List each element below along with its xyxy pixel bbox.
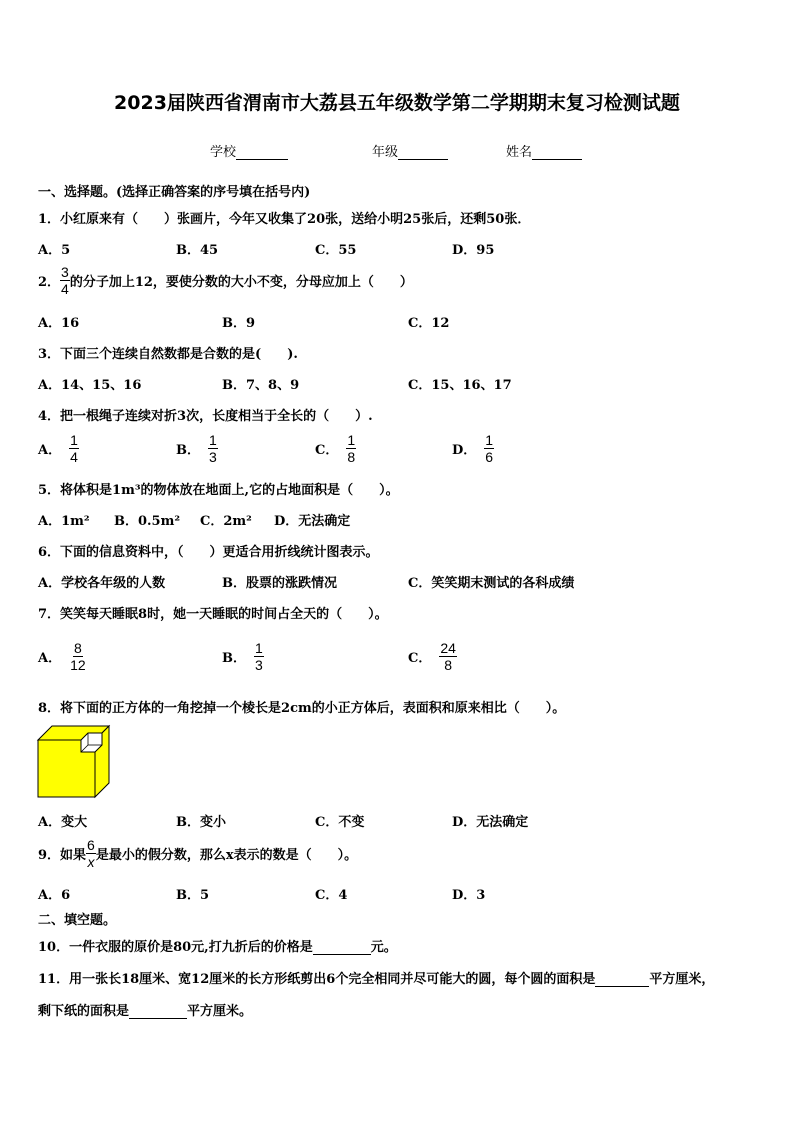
q4-option-d-fraction [484, 432, 494, 465]
q7-option-c-numerator: 24 [440, 640, 456, 656]
q6-option-a[interactable]: A．学校各年级的人数 [38, 576, 166, 591]
q4-option-c-numerator: 1 [347, 432, 356, 448]
q4-option-b[interactable] [176, 432, 218, 465]
name-label: 姓名 [506, 145, 533, 160]
q4-option-b-fraction [208, 432, 218, 465]
q4-option-d-numerator: 1 [485, 432, 494, 448]
q4-option-d-label: D． [452, 443, 477, 458]
q7-option-c-label: C． [408, 651, 432, 666]
q8-option-d[interactable]: D．无法确定 [452, 815, 529, 830]
q1-option-d[interactable]: D．95 [452, 243, 495, 258]
q5-option-b[interactable]: B．0.5m² [114, 514, 181, 529]
q9-prefix: 9．如果 [38, 848, 87, 863]
grade-label: 年级 [372, 145, 399, 160]
question-9 [38, 837, 357, 870]
q7-option-b-denominator: 3 [255, 657, 263, 673]
school-label: 学校 [210, 145, 237, 160]
question-8: 8．将下面的正方体的一角挖掉一个棱长是2cm的小正方体后，表面积和原来相比（ ）。 [38, 701, 566, 716]
q4-option-d[interactable] [452, 432, 494, 465]
q9-fraction [86, 837, 96, 870]
question-11 [38, 968, 714, 987]
q2-fraction [60, 264, 70, 297]
q2-option-b[interactable]: B．9 [222, 316, 256, 331]
q4-option-c-denominator: 8 [347, 449, 356, 465]
grade-field[interactable] [372, 141, 448, 160]
q9-option-a[interactable]: A．6 [38, 888, 71, 903]
q4-option-b-denominator: 3 [209, 449, 217, 465]
q2-text: 的分子加上12，要使分数的大小不变，分母应加上（ ） [69, 275, 413, 290]
q2-option-a[interactable]: A．16 [38, 316, 80, 331]
q7-option-a-numerator: 8 [73, 640, 82, 656]
q11-answer-blank-1[interactable] [595, 972, 649, 987]
q7-option-c-fraction [439, 640, 457, 673]
q6-option-c[interactable]: C．笑笑期末测试的各科成绩 [408, 576, 575, 591]
q1-option-a[interactable]: A．5 [38, 243, 71, 258]
q7-option-a[interactable] [38, 640, 87, 673]
q2-fraction-denominator: 4 [61, 281, 69, 297]
q7-option-a-denominator: 12 [70, 657, 86, 673]
q4-option-a[interactable] [38, 432, 79, 465]
q11-mid: 平方厘米， [649, 972, 715, 987]
q11-prefix: 11．用一张长18厘米、宽12厘米的长方形纸剪出6个完全相同并尽可能大的圆，每个圆的面积是 [38, 972, 596, 987]
q9-text: 是最小的假分数，那么x表示的数是（ ）。 [95, 848, 358, 863]
q2-option-c[interactable]: C．12 [408, 316, 450, 331]
q8-option-c[interactable]: C．不变 [315, 815, 365, 830]
page-title: 2023届陕西省渭南市大荔县五年级数学第二学期期末复习检测试题 [114, 92, 680, 114]
question-5: 5．将体积是1m³的物体放在地面上,它的占地面积是（ ）。 [38, 483, 399, 498]
q4-option-a-denominator: 4 [70, 449, 78, 465]
question-3: 3．下面三个连续自然数都是合数的是( ). [38, 347, 298, 362]
school-blank[interactable] [236, 145, 288, 160]
q2-number: 2． [38, 275, 61, 290]
q7-option-a-label: A． [38, 651, 62, 666]
q7-option-b[interactable] [222, 640, 264, 673]
q8-option-a[interactable]: A．变大 [38, 815, 88, 830]
question-2 [38, 264, 413, 297]
q5-option-a[interactable]: A．1m² [38, 514, 90, 529]
q7-option-b-numerator: 1 [255, 640, 263, 656]
grade-blank[interactable] [398, 145, 448, 160]
q1-option-c[interactable]: C．55 [315, 243, 357, 258]
question-11-line-2 [38, 1000, 252, 1019]
q11-suffix: 平方厘米。 [187, 1004, 253, 1019]
q1-option-b[interactable]: B．45 [176, 243, 219, 258]
q6-option-b[interactable]: B．股票的涨跌情况 [222, 576, 337, 591]
q5-option-d[interactable]: D．无法确定 [274, 514, 351, 529]
q4-option-c-fraction [346, 432, 356, 465]
q3-option-c[interactable]: C．15、16、17 [408, 378, 512, 393]
q4-option-d-denominator: 6 [485, 449, 494, 465]
question-6: 6．下面的信息资料中，（ ）更适合用折线统计图表示。 [38, 545, 379, 560]
q4-option-b-label: B． [176, 443, 200, 458]
q7-option-c-denominator: 8 [444, 657, 453, 673]
q3-option-b[interactable]: B．7、8、9 [222, 378, 300, 393]
q4-option-b-numerator: 1 [209, 432, 217, 448]
name-blank[interactable] [532, 145, 582, 160]
question-4: 4．把一根绳子连续对折3次，长度相当于全长的（ ）. [38, 409, 373, 424]
q10-suffix: 元。 [370, 940, 397, 955]
school-field[interactable] [210, 141, 288, 160]
q4-option-c-label: C． [315, 443, 339, 458]
q9-option-d[interactable]: D．3 [452, 888, 486, 903]
q9-fraction-denominator: x [87, 854, 95, 870]
q2-fraction-numerator: 3 [61, 264, 69, 280]
q4-option-a-numerator: 1 [70, 432, 78, 448]
q9-option-b[interactable]: B．5 [176, 888, 210, 903]
q3-option-a[interactable]: A．14、15、16 [38, 378, 142, 393]
q9-fraction-numerator: 6 [87, 837, 95, 853]
q8-option-b[interactable]: B．变小 [176, 815, 226, 830]
q7-option-a-fraction [69, 640, 87, 673]
question-10 [38, 936, 397, 955]
question-7: 7．笑笑每天睡眠8时，她一天睡眠的时间占全天的（ ）。 [38, 607, 388, 622]
q5-option-c[interactable]: C．2m² [200, 514, 252, 529]
q9-option-c[interactable]: C．4 [315, 888, 348, 903]
cube-figure [36, 724, 112, 800]
question-1: 1．小红原来有（ ）张画片，今年又收集了20张，送给小明25张后，还剩50张． [38, 212, 531, 227]
q11-line2: 剩下纸的面积是 [38, 1004, 130, 1019]
q4-option-a-label: A． [38, 443, 62, 458]
section-2-heading: 二、填空题。 [38, 913, 117, 928]
q7-option-b-fraction [254, 640, 264, 673]
q4-option-a-fraction [69, 432, 79, 465]
q7-option-c[interactable] [408, 640, 457, 673]
q10-prefix: 10．一件衣服的原价是80元,打九折后的价格是 [38, 940, 313, 955]
section-1-heading: 一、选择题。(选择正确答案的序号填在括号内) [38, 185, 311, 200]
q11-answer-blank-2[interactable] [129, 1004, 187, 1019]
q7-option-b-label: B． [222, 651, 246, 666]
q4-option-c[interactable] [315, 432, 356, 465]
name-field[interactable] [506, 141, 582, 160]
q10-answer-blank[interactable] [313, 940, 371, 955]
